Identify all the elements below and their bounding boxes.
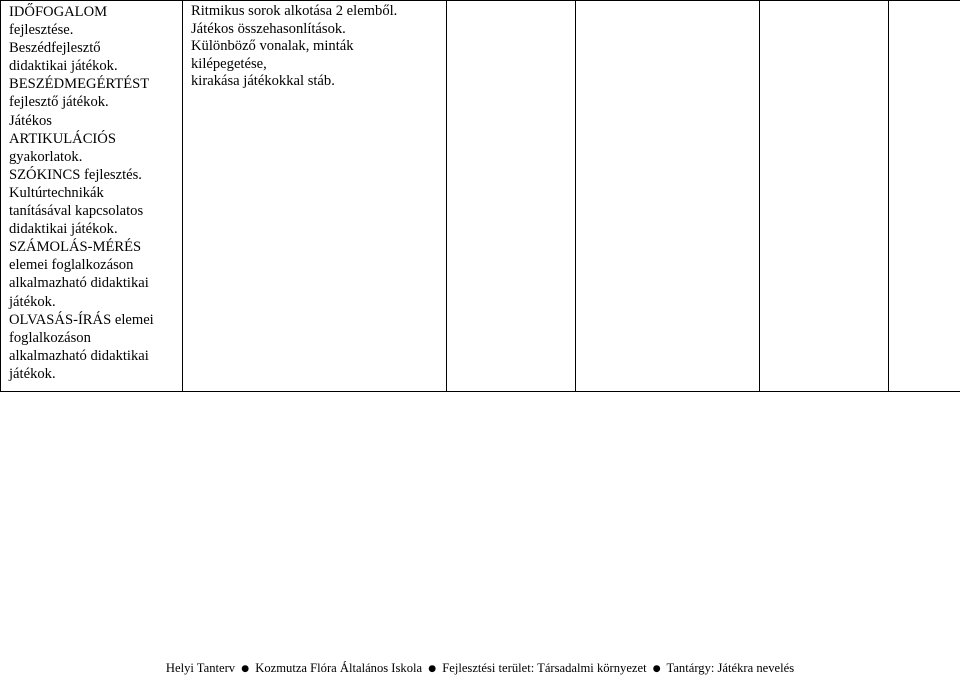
- footer-school: Kozmutza Flóra Általános Iskola: [255, 661, 423, 675]
- empty-cell-3: [447, 1, 576, 392]
- text-line: játékok.: [9, 365, 56, 382]
- text-line: Játékos összehasonlítások.: [191, 20, 346, 37]
- bullet-icon: ●: [241, 664, 250, 674]
- empty-cell-4: [576, 1, 760, 392]
- text-line: elemei foglalkozáson: [9, 257, 134, 274]
- text-line: SZÁMOLÁS-MÉRÉS: [9, 239, 142, 256]
- text-line: kilépegetése,: [191, 55, 267, 72]
- text-line: ARTIKULÁCIÓS: [9, 130, 116, 147]
- text-line: alkalmazható didaktikai: [9, 275, 149, 292]
- text-line: foglalkozáson: [9, 329, 91, 346]
- text-line: alkalmazható didaktikai: [9, 347, 149, 364]
- text-line: Ritmikus sorok alkotása 2 elemből.: [191, 3, 398, 19]
- footer-plan: Helyi Tanterv: [165, 661, 236, 675]
- activities-text: [191, 3, 442, 91]
- table-row: [1, 1, 960, 392]
- text-line: IDŐFOGALOM: [9, 4, 108, 20]
- footer-subject: Tantárgy: Játékra nevelés: [666, 661, 795, 675]
- empty-cell-5: [760, 1, 889, 392]
- text-line: OLVASÁS-ÍRÁS elemei: [9, 311, 154, 328]
- text-line: tanításával kapcsolatos: [9, 203, 144, 220]
- text-line: fejlesztése.: [9, 22, 74, 39]
- text-line: játékok.: [9, 293, 56, 310]
- footer-area: Fejlesztési terület: Társadalmi környezet: [442, 661, 647, 675]
- bullet-icon: ●: [428, 664, 437, 674]
- text-line: Játékos: [9, 112, 52, 129]
- text-line: fejlesztő játékok.: [9, 94, 109, 111]
- text-line: kirakása játékokkal stáb.: [191, 73, 335, 90]
- text-line: Különböző vonalak, minták: [191, 38, 354, 55]
- bullet-icon: ●: [652, 664, 661, 674]
- text-line: didaktikai játékok.: [9, 58, 118, 75]
- text-line: SZÓKINCS fejlesztés.: [9, 166, 142, 183]
- page-footer: [0, 660, 960, 676]
- skills-cell: [1, 1, 183, 392]
- text-line: BESZÉDMEGÉRTÉST: [9, 76, 150, 93]
- text-line: didaktikai játékok.: [9, 221, 118, 238]
- empty-cell-6: [889, 1, 960, 392]
- text-line: Beszédfejlesztő: [9, 40, 101, 57]
- text-line: Kultúrtechnikák: [9, 184, 104, 201]
- skills-text: [9, 3, 178, 383]
- text-line: gyakorlatok.: [9, 148, 83, 165]
- activities-cell: [183, 1, 447, 392]
